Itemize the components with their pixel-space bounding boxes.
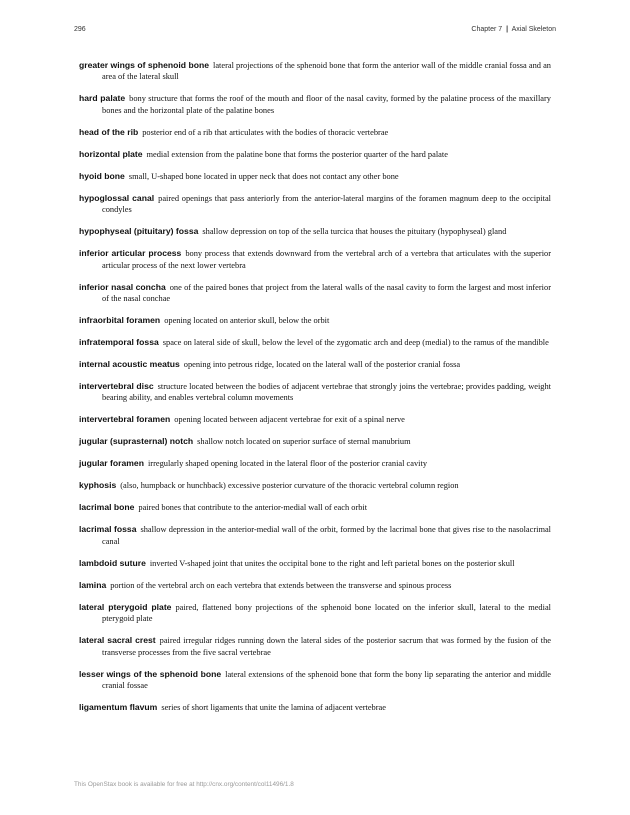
glossary-entry bbox=[79, 502, 551, 513]
glossary-term: hypoglossal canal bbox=[79, 192, 155, 203]
glossary-entry bbox=[79, 669, 551, 692]
glossary-entry bbox=[79, 480, 551, 491]
glossary-term: hard palate bbox=[79, 93, 126, 104]
glossary-term: inferior articular process bbox=[79, 248, 182, 259]
glossary-term: kyphosis bbox=[79, 480, 117, 491]
glossary-definition: one of the paired bones that project from the lateral walls of the nasal cavity to form the largest and most inferior of the nasal conchae bbox=[102, 282, 551, 304]
glossary-term: lacrimal bone bbox=[79, 502, 135, 513]
glossary-definition: portion of the vertebral arch on each vertebra that extends between the transverse and spinous process bbox=[110, 580, 452, 590]
glossary-definition: structure located between the bodies of adjacent vertebrae that strongly joins the vertebrae; provides padding, weight bearing ability, and enables vertebral column movements bbox=[102, 382, 551, 403]
glossary-term: lamina bbox=[79, 579, 107, 590]
glossary-definition: opening into petrous ridge, located on the lateral wall of the posterior cranial fossa bbox=[183, 360, 461, 370]
glossary-definition: series of short ligaments that unite the lamina of adjacent vertebrae bbox=[161, 703, 386, 713]
glossary-term: jugular foramen bbox=[79, 458, 144, 469]
glossary-definition: posterior end of a rib that articulates with the bodies of thoracic vertebrae bbox=[142, 127, 389, 137]
glossary-definition: shallow depression in the anterior-medial wall of the orbit, formed by the lacrimal bone that gives rise to the nasolacrimal canal bbox=[102, 525, 552, 546]
glossary-entry bbox=[79, 458, 551, 469]
glossary-definition: inverted V-shaped joint that unites the occipital bone to the right and left parietal bones on the posterior skull bbox=[149, 558, 515, 568]
header-separator: | bbox=[506, 26, 509, 33]
glossary-term: lambdoid suture bbox=[79, 557, 146, 568]
glossary-entry bbox=[79, 436, 551, 447]
glossary-term: internal acoustic meatus bbox=[79, 359, 180, 370]
glossary-term: hyoid bone bbox=[79, 170, 125, 181]
glossary-definition: (also, humpback or hunchback) excessive posterior curvature of the thoracic vertebral column region bbox=[120, 481, 459, 491]
glossary-definition: bony process that extends downward from the vertebral arch of a vertebra that articulates with the superior articular process of the next lower vertebra bbox=[102, 249, 552, 270]
glossary-definition: shallow notch located on superior surface of sternal manubrium bbox=[197, 437, 411, 447]
glossary-entry bbox=[79, 702, 551, 713]
glossary-definition: space on lateral side of skull, below the level of the zygomatic arch and deep (medial) to the ramus of the mandible bbox=[162, 338, 549, 348]
glossary-term: lateral pterygoid plate bbox=[79, 601, 172, 612]
glossary-term: lesser wings of the sphenoid bone bbox=[79, 668, 222, 679]
glossary-entry bbox=[79, 558, 551, 569]
glossary-entry bbox=[79, 60, 551, 83]
glossary-term: horizontal plate bbox=[79, 148, 143, 159]
glossary-definition: small, U-shaped bone located in upper neck that does not contact any other bone bbox=[128, 171, 399, 181]
glossary-entry bbox=[79, 171, 551, 182]
glossary-definition: paired irregular ridges running down the lateral sides of the posterior sacrum that was formed by the fusion of the transverse processes from the five sacral vertebrae bbox=[102, 636, 551, 657]
glossary-definition: paired bones that contribute to the anterior-medial wall of each orbit bbox=[138, 503, 368, 513]
glossary-definition: lateral projections of the sphenoid bone that form the anterior wall of the middle cranial fossa and an area of the lateral skull bbox=[102, 61, 551, 82]
glossary-term: head of the rib bbox=[79, 126, 139, 137]
glossary-term: jugular (suprasternal) notch bbox=[79, 436, 194, 447]
glossary-term: infratemporal fossa bbox=[79, 337, 159, 348]
glossary-term: intervertebral disc bbox=[79, 381, 154, 392]
glossary-entry bbox=[79, 282, 551, 305]
glossary-entry bbox=[79, 248, 551, 271]
glossary-term: lateral sacral crest bbox=[79, 635, 156, 646]
glossary-definition: medial extension from the palatine bone that forms the posterior quarter of the hard palate bbox=[146, 149, 448, 159]
glossary-definition: bony structure that forms the roof of the mouth and floor of the nasal cavity, formed by the palatine process of the maxillary bones and the horizontal plate of the palatine bones bbox=[102, 94, 551, 115]
glossary-entry bbox=[79, 602, 551, 625]
chapter-label: Chapter 7 bbox=[471, 26, 503, 33]
section-label: Axial Skeleton bbox=[511, 26, 556, 33]
glossary-definition: opening located between adjacent vertebrae for exit of a spinal nerve bbox=[174, 415, 405, 425]
glossary-term: hypophyseal (pituitary) fossa bbox=[79, 226, 199, 237]
glossary-entry bbox=[79, 226, 551, 237]
glossary-term: lacrimal fossa bbox=[79, 524, 137, 535]
glossary-entry bbox=[79, 381, 551, 404]
running-header bbox=[471, 26, 556, 33]
glossary-entry bbox=[79, 414, 551, 425]
glossary-term: greater wings of sphenoid bone bbox=[79, 60, 209, 70]
glossary-entry bbox=[79, 580, 551, 591]
glossary-definition: paired, flattened bony projections of the sphenoid bone located on the inferior skull, lateral to the medial pterygoid plate bbox=[102, 602, 551, 624]
glossary-term: intervertebral foramen bbox=[79, 414, 171, 425]
glossary-entry bbox=[79, 127, 551, 138]
glossary-entry bbox=[79, 635, 551, 658]
glossary-entry bbox=[79, 149, 551, 160]
glossary-entry bbox=[79, 93, 551, 116]
glossary-definition: opening located on anterior skull, below the orbit bbox=[164, 316, 330, 326]
glossary-entry bbox=[79, 359, 551, 370]
glossary-definition: shallow depression on top of the sella turcica that houses the pituitary (hypophyseal) gland bbox=[202, 227, 507, 237]
glossary-entry bbox=[79, 315, 551, 326]
glossary-term: infraorbital foramen bbox=[79, 315, 161, 326]
glossary bbox=[79, 60, 551, 724]
glossary-term: inferior nasal concha bbox=[79, 281, 166, 292]
glossary-definition: lateral extensions of the sphenoid bone that form the bony lip separating the anterior and middle cranial fossae bbox=[102, 669, 551, 691]
glossary-entry bbox=[79, 193, 551, 216]
page-footer: This OpenStax book is available for free at http://cnx.org/content/col11496/1.8 bbox=[74, 781, 294, 788]
page-number: 296 bbox=[74, 26, 86, 33]
glossary-term: ligamentum flavum bbox=[79, 702, 158, 713]
glossary-definition: irregularly shaped opening located in the lateral floor of the posterior cranial cavity bbox=[147, 459, 428, 469]
glossary-entry bbox=[79, 524, 551, 547]
glossary-definition: paired openings that pass anteriorly from the anterior-lateral margins of the foramen magnum deep to the occipital condyles bbox=[102, 193, 551, 215]
glossary-entry bbox=[79, 337, 551, 348]
